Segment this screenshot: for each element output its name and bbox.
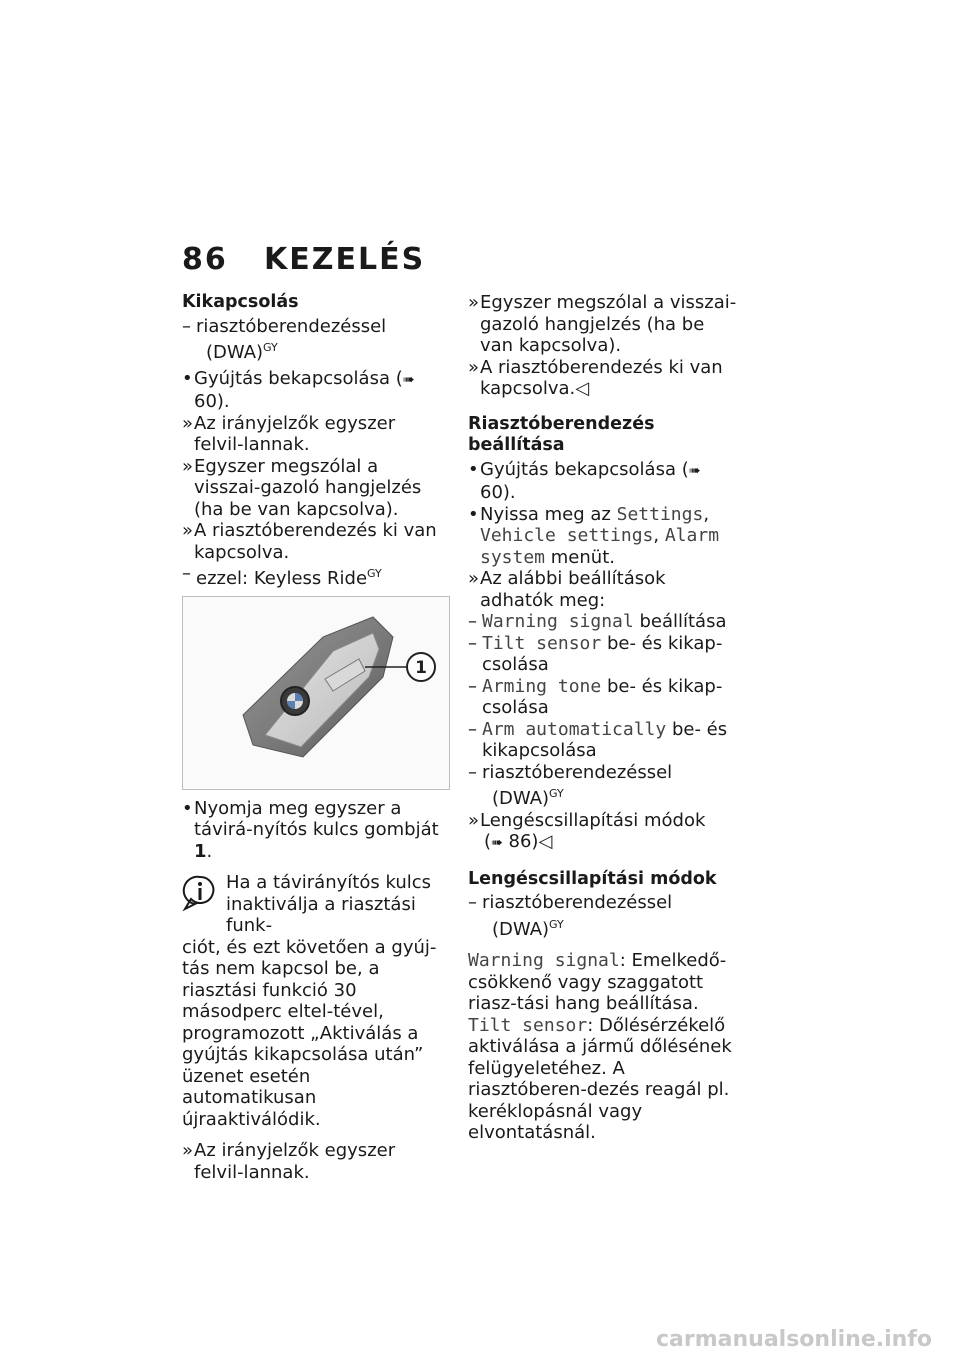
section-heading-modes: Lengéscsillapítási módok (468, 868, 717, 889)
menu-alarm-system: Alarm system (480, 525, 720, 568)
option-arming-tone: – Arming tone be- és kikap-csolása (468, 675, 723, 718)
ref-damping-modes: » Lengéscsillapítási módok (➠ 86)◁ (468, 809, 706, 852)
result-alarm-off-2: » A riasztóberendezés ki van kapcsolva.◁ (468, 356, 723, 399)
result-options: » Az alábbi beállítások adhatók meg: (468, 568, 666, 611)
menu-settings: Settings (616, 503, 704, 525)
option-arm-automatically: – Arm automatically be- és kikapcsolása (468, 718, 728, 761)
result-alarm-off: » A riasztóberendezés ki van kapcsolva. (182, 520, 437, 563)
section-heading-kikapcsolas: Kikapcsolás (182, 292, 299, 312)
page-header (182, 242, 425, 277)
left-column (182, 292, 450, 1183)
menu-vehicle-settings: Vehicle settings (480, 525, 654, 546)
warning-signal-description: Warning signal: Emelkedő-csökkenő vagy szaggatott riasz-tási hang beállítása. (468, 950, 727, 1014)
option-dwa: – riasztóberendezéssel (DWA)$^{GY}$ (468, 761, 673, 809)
step-ignition-on-2: • Gyújtás bekapcsolása (➠ 60). (468, 458, 701, 503)
callout-label: 1 (415, 657, 427, 678)
watermark: carmanualsonline.info (656, 1327, 932, 1352)
bullet-marker: • (182, 797, 193, 819)
page-ref-arrow-icon: ➠ (491, 835, 503, 851)
result-confirm-sound: » Egyszer megszólal a visszai-gazoló hangjelzés (ha be van kapcsolva). (182, 455, 422, 520)
result-marker: » (182, 455, 194, 477)
result-indicators-2: » Az irányjelzők egyszer felvil-lannak. (182, 1140, 396, 1183)
result-marker: » (182, 520, 194, 541)
chapter-title: KEZELÉS (264, 242, 426, 277)
info-note: Ha a távirányítós kulcs inaktiválja a riasztási funk- ciót, és ezt követően a gyúj-tás nem kapcsol be, a riasztási funkció 30 másodperc eltel-tével, programozott „Aktiválás a gyújtás kikapcsolása után” üzenet esetén automatikusan újraaktiválódik. (182, 872, 437, 1130)
page-ref-arrow-icon: ➠ (688, 462, 701, 479)
step-open-menu: • Nyissa meg az Settings, Vehicle settings, Alarm system menüt. (468, 503, 720, 568)
step-ignition-on: • Gyújtás bekapcsolása (➠ 60). (182, 367, 415, 412)
result-indicators: » Az irányjelzők egyszer felvil-lannak. (182, 412, 396, 455)
condition-dwa-2: – riasztóberendezéssel (DWA)$^{GY}$ (468, 892, 673, 940)
option-tilt-sensor: – Tilt sensor be- és kikap-csolása (468, 632, 723, 675)
dash-marker: – (182, 563, 191, 584)
result-marker: » (182, 412, 194, 434)
condition-dwa: – riasztóberendezéssel (DWA)$^{GY}$ (182, 315, 387, 363)
page-number: 86 (182, 242, 228, 277)
dash-marker: – (182, 315, 191, 337)
condition-keyless: – ezzel: Keyless Ride$^{GY}$ (182, 563, 382, 589)
info-icon (182, 874, 218, 912)
gy-superscript: GY (263, 341, 278, 354)
page-ref-arrow-icon: ➠ (402, 371, 415, 388)
result-confirm-sound-2: » Egyszer megszólal a visszai-gazoló hangjelzés (ha be van kapcsolva). (468, 292, 737, 356)
option-warning-signal: – Warning signal beállítása (468, 611, 727, 632)
step-press-button: • Nyomja meg egyszer a távirá-nyítós kulcs gombját 1. (182, 797, 439, 862)
end-marker-icon: ◁ (575, 378, 590, 399)
key-fob-illustration (183, 597, 449, 789)
section-heading-setup: Riasztóberendezés beállítása (468, 413, 655, 455)
key-fob-figure (182, 596, 450, 790)
bullet-marker: • (182, 367, 193, 389)
tilt-sensor-description: Tilt sensor: Dőlésérzékelő aktiválása a jármű dőlésének felügyeletéhez. A riasztóberen-dezés reagál pl. keréklopásnál vagy elvontatásnál. (468, 1014, 732, 1143)
right-column (468, 292, 740, 1144)
result-marker: » (182, 1140, 194, 1161)
end-marker-icon: ◁ (538, 831, 553, 852)
